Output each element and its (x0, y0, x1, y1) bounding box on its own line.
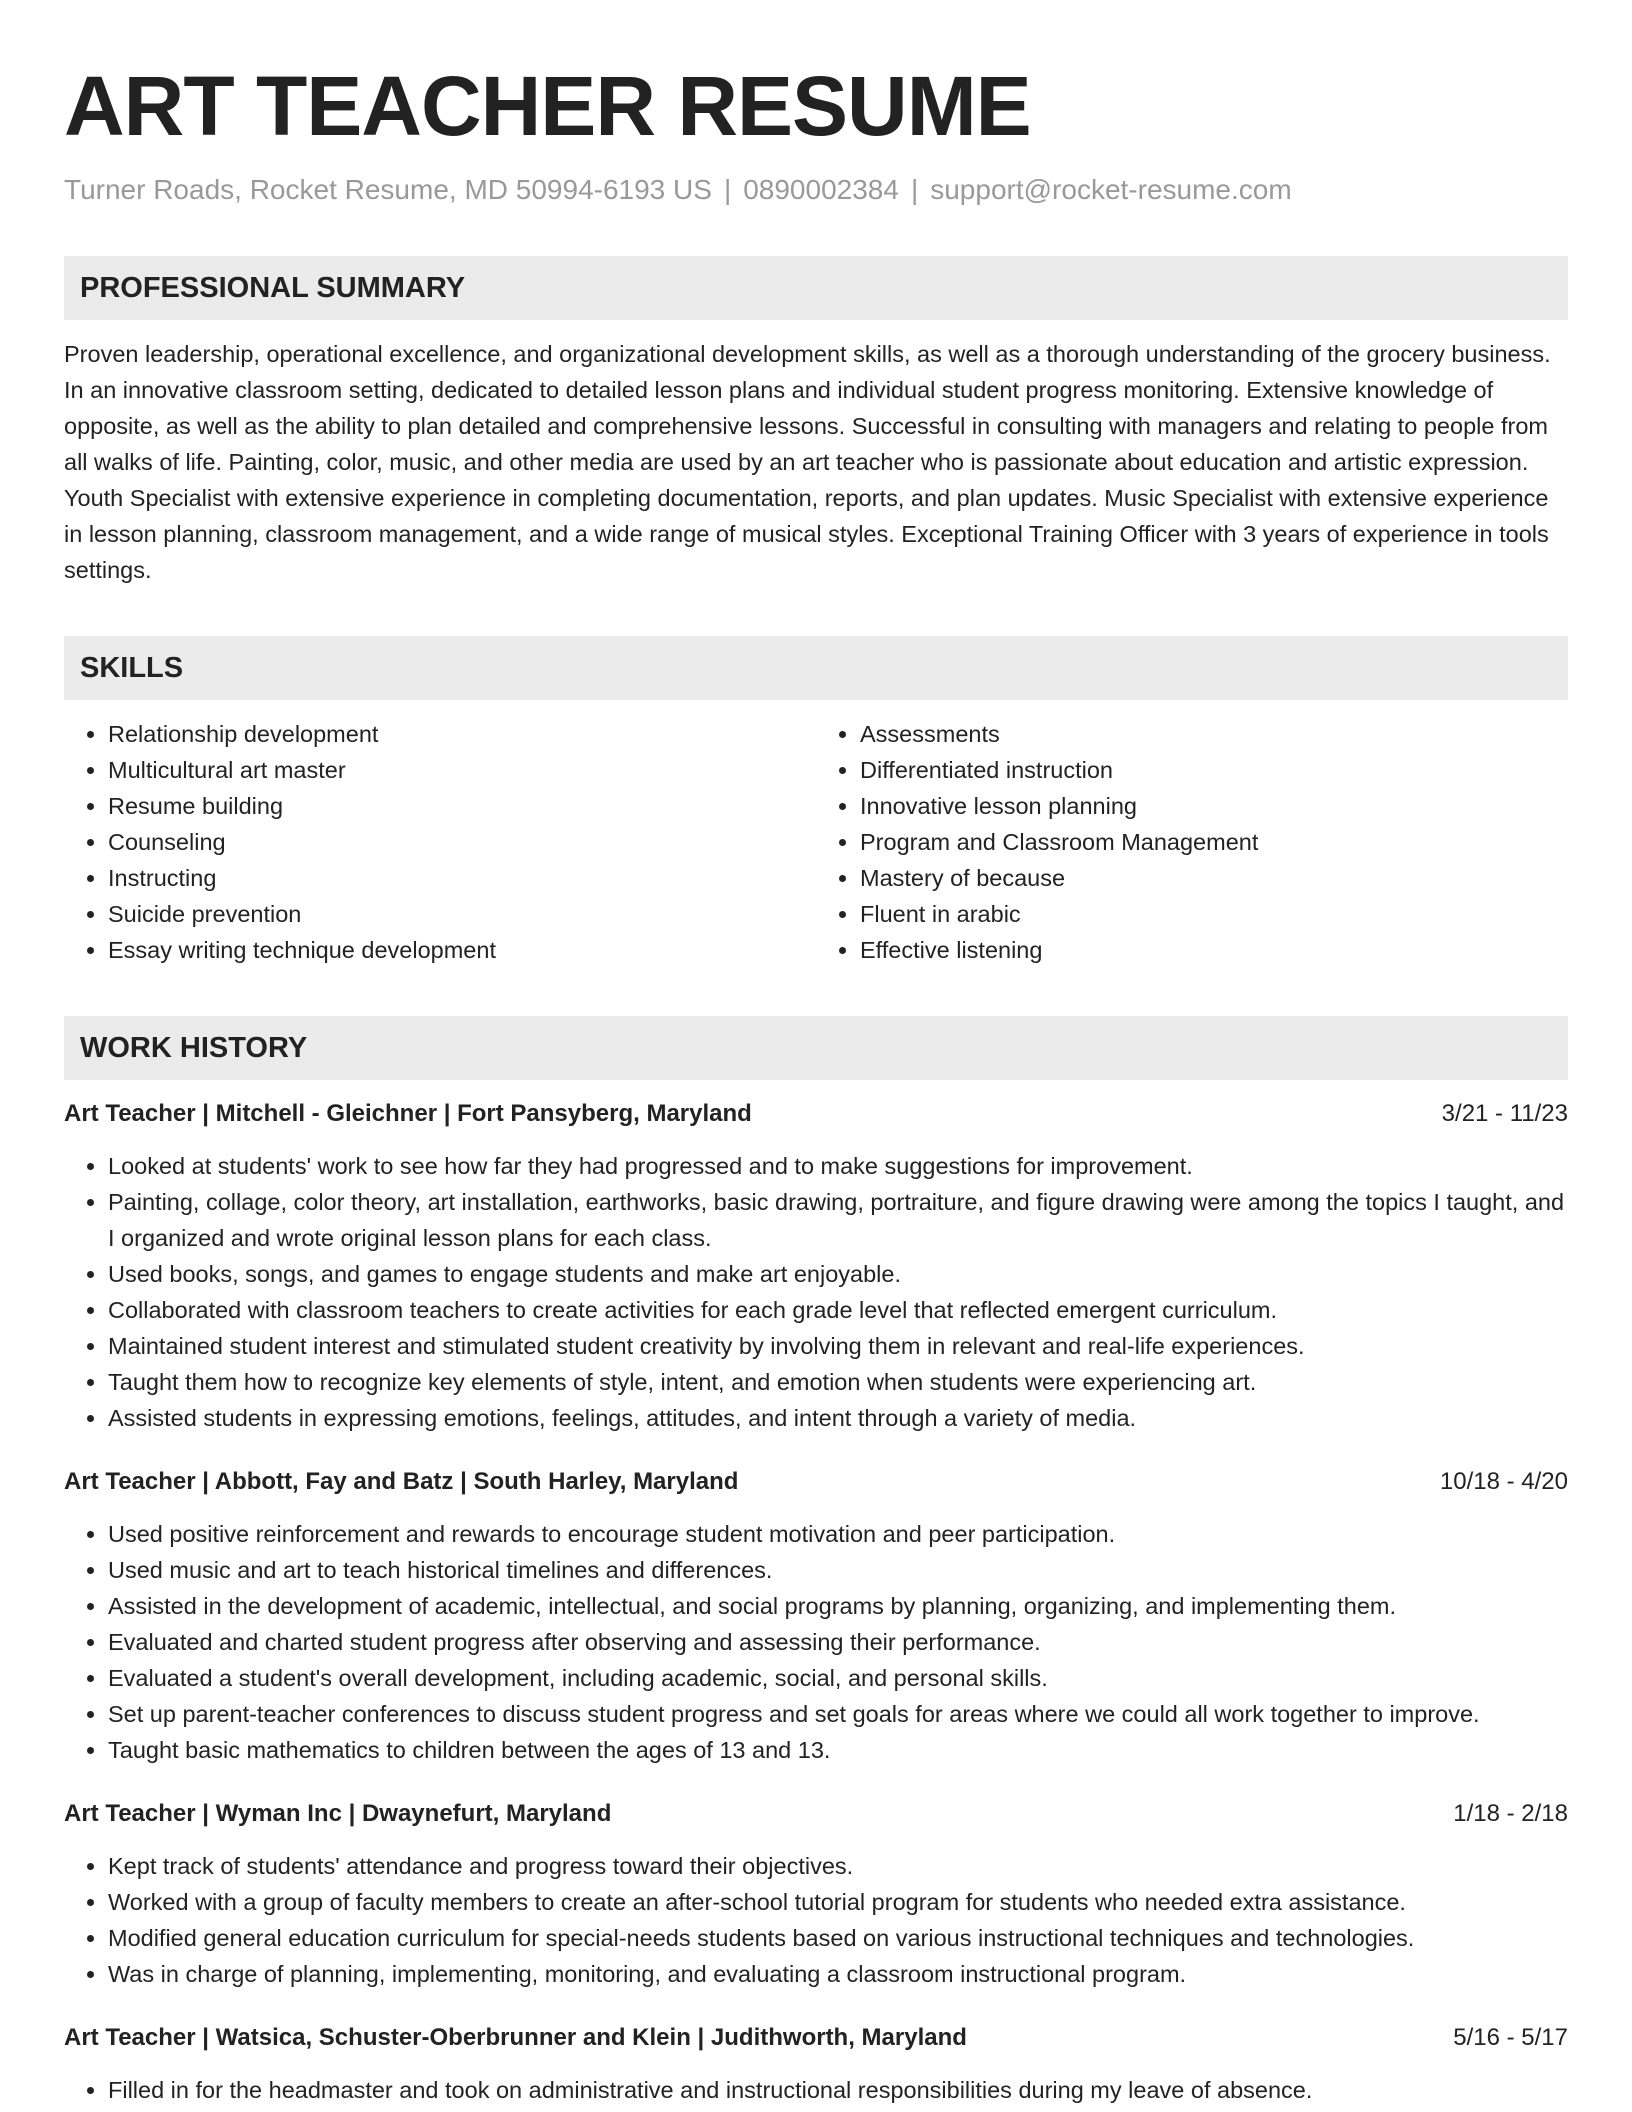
list-item: • Collaborated with classroom teachers to create activities for each grade level that reflected emergent curriculum. (108, 1292, 1568, 1328)
job-header (64, 1796, 1568, 1832)
list-item: • Effective listening (860, 932, 1568, 968)
list-item: • Mastery of because (860, 860, 1568, 896)
list-item: • Assisted in the development of academic, intellectual, and social programs by planning, organizing, and implementing them. (108, 1588, 1568, 1624)
list-item: • Assessments (860, 716, 1568, 752)
list-item: • Resume building (108, 788, 816, 824)
job-dates: 10/18 - 4/20 (1439, 1468, 1568, 1495)
list-item: • Kept track of students' attendance and progress toward their objectives. (108, 1848, 1568, 1884)
job-entry (64, 1464, 1568, 1768)
list-item: • Differentiated instruction (860, 752, 1568, 788)
contact-address: Turner Roads, Rocket Resume, MD 50994-6193 US (64, 174, 712, 205)
list-item: • Worked with a group of faculty members to create an after-school tutorial program for students who needed extra assistance. (108, 1884, 1568, 1920)
contact-phone: 0890002384 (743, 174, 899, 205)
list-item: • Multicultural art master (108, 752, 816, 788)
list-item: • Instructing (108, 860, 816, 896)
skills-list (64, 716, 1568, 968)
list-item: • Suicide prevention (108, 896, 816, 932)
job-entry (64, 1796, 1568, 1992)
list-item: • Evaluated a student's overall development, including academic, social, and personal skills. (108, 1660, 1568, 1696)
job-bullets (64, 1148, 1568, 1436)
list-item: • Used books, songs, and games to engage students and make art enjoyable. (108, 1256, 1568, 1292)
job-dates: 3/21 - 11/23 (1441, 1100, 1568, 1127)
list-item: • Maintained student interest and stimulated student creativity by involving them in relevant and real-life experiences. (108, 1328, 1568, 1364)
skills-column-right (816, 716, 1568, 968)
section-header-skills: SKILLS (64, 636, 1568, 700)
resume-title: ART TEACHER RESUME (64, 59, 1031, 153)
job-entry (64, 2020, 1568, 2108)
job-entry (64, 1096, 1568, 1436)
list-item: • Set up parent-teacher conferences to discuss student progress and set goals for areas where we could all work together to improve. (108, 1696, 1568, 1732)
job-title: Art Teacher | Abbott, Fay and Batz | South Harley, Maryland (64, 1468, 739, 1495)
list-item: • Modified general education curriculum for special-needs students based on various instructional techniques and technologies. (108, 1920, 1568, 1956)
contact-separator: | (723, 174, 732, 205)
summary-text: Proven leadership, operational excellence, and organizational development skills, as well as a thorough understanding of the grocery business. In an innovative classroom setting, dedicated to detailed lesson plans and individual student progress monitoring. Extensive knowledge of opposite, as well as the ability to plan detailed and comprehensive lessons. Successful in consulting with managers and relating to people from all walks of life. Painting, color, music, and other media are used by an art teacher who is passionate about education and artistic expression. Youth Specialist with extensive experience in completing documentation, reports, and plan updates. Music Specialist with extensive experience in lesson planning, classroom management, and a wide range of musical styles. Exceptional Training Officer with 3 years of experience in tools settings. (64, 341, 1551, 583)
job-bullets (64, 1848, 1568, 1992)
contact-email: support@rocket-resume.com (930, 174, 1292, 205)
list-item: • Essay writing technique development (108, 932, 816, 968)
job-title: Art Teacher | Watsica, Schuster-Oberbrunner and Klein | Judithworth, Maryland (64, 2024, 967, 2051)
list-item: • Relationship development (108, 716, 816, 752)
list-item: • Used positive reinforcement and rewards to encourage student motivation and peer participation. (108, 1516, 1568, 1552)
skills-column-left (64, 716, 816, 968)
list-item: • Used music and art to teach historical timelines and differences. (108, 1552, 1568, 1588)
job-dates: 5/16 - 5/17 (1453, 2024, 1568, 2051)
job-title: Art Teacher | Mitchell - Gleichner | Fort Pansyberg, Maryland (64, 1100, 752, 1127)
work-history-list (64, 1096, 1568, 2108)
job-bullets (64, 2072, 1568, 2108)
list-item: • Innovative lesson planning (860, 788, 1568, 824)
list-item: • Taught basic mathematics to children between the ages of 13 and 13. (108, 1732, 1568, 1768)
job-header (64, 2020, 1568, 2056)
job-dates: 1/18 - 2/18 (1453, 1800, 1568, 1827)
list-item: • Counseling (108, 824, 816, 860)
list-item: • Assisted students in expressing emotions, feelings, attitudes, and intent through a variety of media. (108, 1400, 1568, 1436)
contact-separator: | (910, 174, 919, 205)
list-item: • Filled in for the headmaster and took on administrative and instructional responsibilities during my leave of absence. (108, 2072, 1568, 2108)
job-header (64, 1464, 1568, 1500)
section-header-work-history: WORK HISTORY (64, 1016, 1568, 1080)
job-header (64, 1096, 1568, 1132)
contact-line (64, 172, 1568, 208)
list-item: • Was in charge of planning, implementing, monitoring, and evaluating a classroom instructional program. (108, 1956, 1568, 1992)
list-item: • Evaluated and charted student progress after observing and assessing their performance. (108, 1624, 1568, 1660)
list-item: • Taught them how to recognize key elements of style, intent, and emotion when students were experiencing art. (108, 1364, 1568, 1400)
list-item: • Program and Classroom Management (860, 824, 1568, 860)
job-bullets (64, 1516, 1568, 1768)
section-header-summary: PROFESSIONAL SUMMARY (64, 256, 1568, 320)
job-title: Art Teacher | Wyman Inc | Dwaynefurt, Maryland (64, 1800, 612, 1827)
list-item: • Fluent in arabic (860, 896, 1568, 932)
list-item: • Painting, collage, color theory, art installation, earthworks, basic drawing, portraiture, and figure drawing were among the topics I taught, and I organized and wrote original lesson plans for each class. (108, 1184, 1568, 1256)
list-item: • Looked at students' work to see how far they had progressed and to make suggestions for improvement. (108, 1148, 1568, 1184)
